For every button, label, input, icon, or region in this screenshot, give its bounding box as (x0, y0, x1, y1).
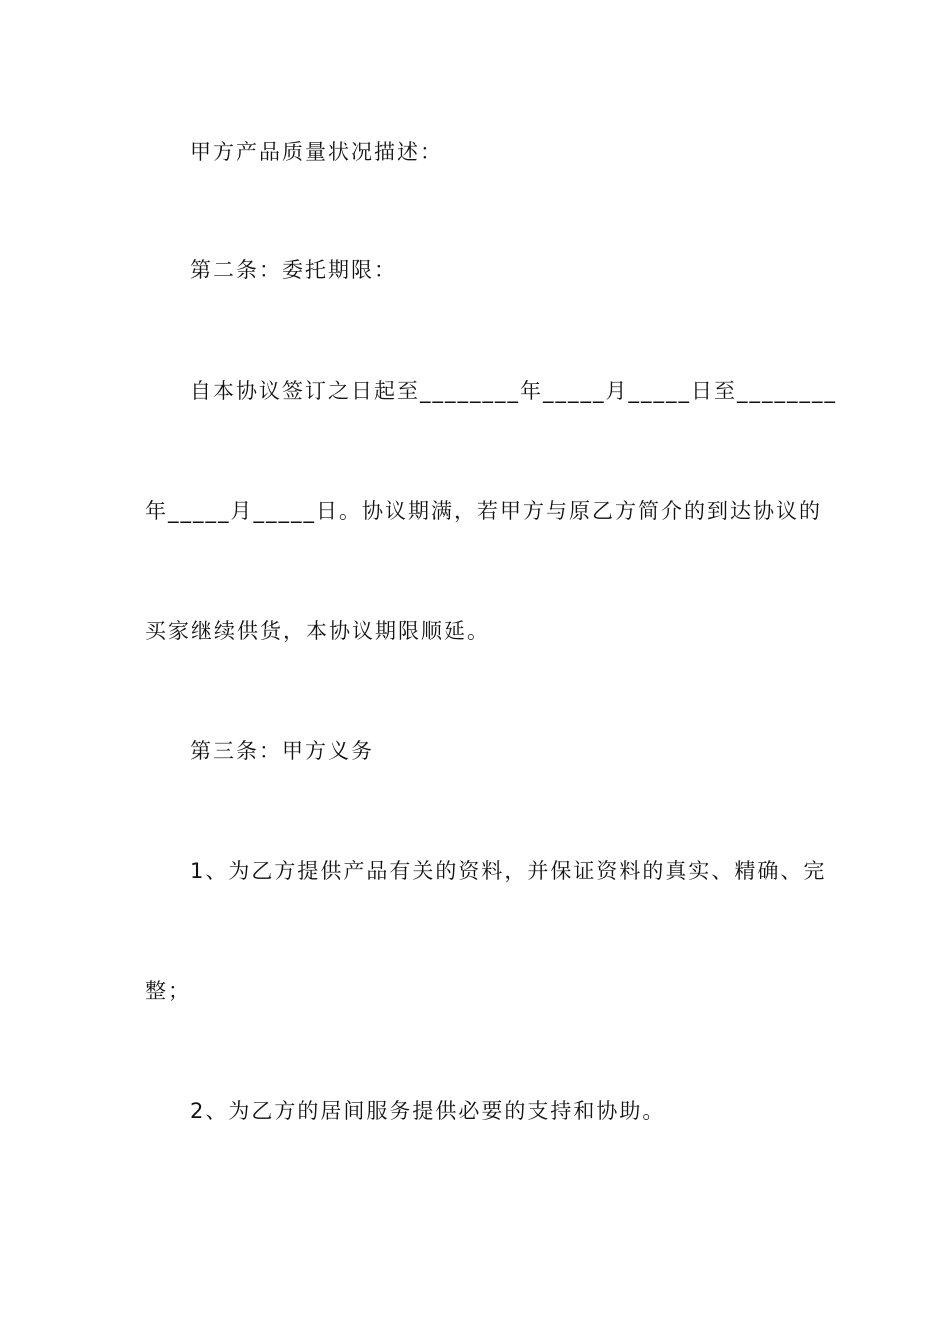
article-two-heading: 第二条：委托期限： (190, 258, 397, 282)
term-paragraph-line-3: 买家继续供货，本协议期限顺延。 (145, 619, 490, 643)
product-quality-description-line: 甲方产品质量状况描述： (190, 140, 443, 164)
obligation-one-line-2: 整； (145, 979, 191, 1003)
obligation-one-line-1: 1、为乙方提供产品有关的资料，并保证资料的真实、精确、完 (190, 859, 827, 883)
article-three-heading: 第三条：甲方义务 (190, 739, 374, 763)
obligation-two-line: 2、为乙方的居间服务提供必要的支持和协助。 (190, 1099, 666, 1123)
term-paragraph-line-2: 年_____月_____日。协议期满，若甲方与原乙方简介的到达协议的 (145, 499, 822, 523)
term-paragraph-line-1: 自本协议签订之日起至________年_____月_____日至________ (190, 379, 837, 403)
